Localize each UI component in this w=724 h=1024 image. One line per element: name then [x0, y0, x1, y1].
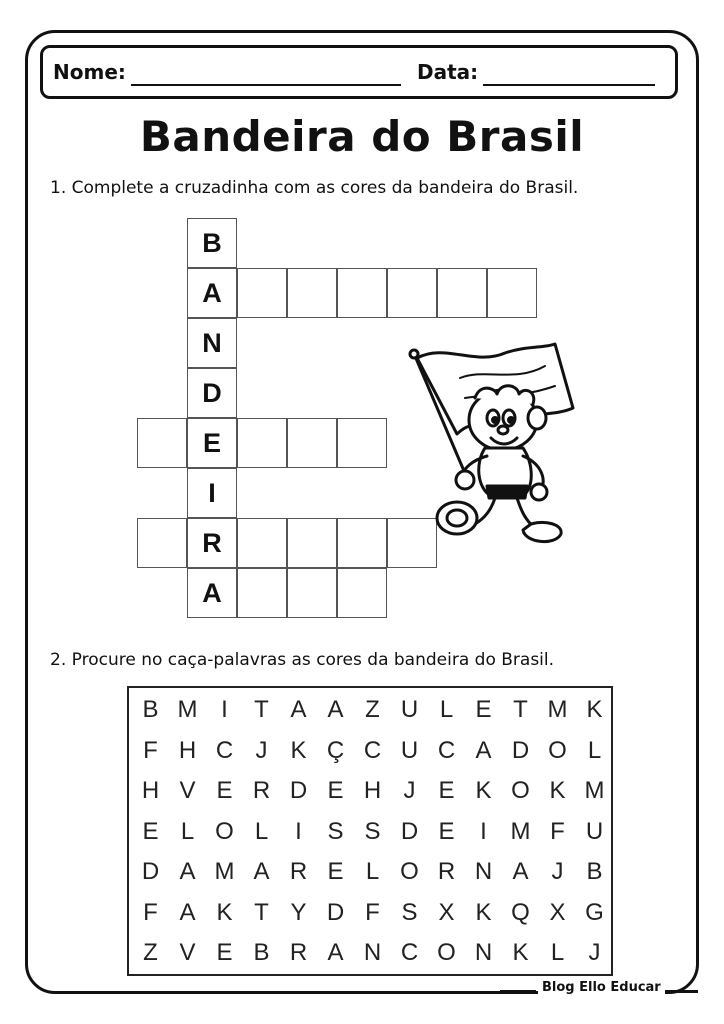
word-search-letter[interactable]: S	[364, 817, 381, 845]
word-search-letter[interactable]: E	[216, 777, 233, 804]
word-search-letter[interactable]: K	[290, 736, 307, 764]
crossword-blank-cell[interactable]	[337, 568, 387, 618]
crossword-blank-cell[interactable]	[287, 418, 337, 468]
word-search-letter[interactable]: X	[549, 898, 566, 926]
word-search-letter[interactable]: E	[327, 858, 344, 885]
word-search-letter[interactable]: A	[253, 858, 270, 885]
word-search-letter[interactable]: J	[588, 939, 601, 966]
word-search-letter[interactable]: Y	[290, 898, 307, 926]
word-search-letter[interactable]: R	[289, 939, 308, 966]
word-search-grid	[127, 686, 613, 976]
word-search-letter[interactable]: L	[254, 817, 269, 845]
word-search-letter[interactable]: F	[365, 898, 380, 926]
crossword-letter-cell: I	[187, 468, 237, 518]
word-search-letter[interactable]: A	[512, 858, 529, 885]
word-search-letter[interactable]: T	[254, 898, 269, 926]
word-search-letter[interactable]: I	[295, 817, 302, 845]
crossword-letter-cell: B	[187, 218, 237, 268]
word-search-letter[interactable]: A	[327, 939, 344, 966]
word-search-letter[interactable]: L	[180, 817, 195, 845]
word-search-letter[interactable]: A	[290, 696, 307, 723]
word-search-letter[interactable]: K	[586, 696, 603, 723]
word-search-letter[interactable]: I	[480, 817, 487, 845]
word-search-letter[interactable]: V	[179, 939, 196, 966]
word-search-letter[interactable]: M	[214, 858, 235, 885]
word-search-letter[interactable]: J	[255, 736, 268, 764]
word-search-letter[interactable]: C	[363, 736, 382, 764]
word-search-letter[interactable]: D	[511, 736, 530, 764]
word-search-letter[interactable]: U	[400, 736, 419, 764]
crossword-blank-cell[interactable]	[237, 268, 287, 318]
word-search-letter[interactable]: M	[177, 696, 198, 723]
page-title: Bandeira do Brasil	[139, 112, 585, 161]
crossword-blank-cell[interactable]	[337, 418, 387, 468]
word-search-letter[interactable]: S	[327, 817, 344, 845]
word-search-letter[interactable]: L	[550, 939, 565, 966]
word-search-letter[interactable]: R	[289, 858, 308, 885]
crossword-blank-cell[interactable]	[237, 568, 287, 618]
word-search-letter[interactable]: O	[548, 736, 567, 764]
word-search-letter[interactable]: G	[585, 898, 604, 926]
crossword-blank-cell[interactable]	[287, 568, 337, 618]
crossword-blank-cell[interactable]	[487, 268, 537, 318]
word-search-row	[129, 731, 611, 771]
word-search-letter[interactable]: K	[475, 898, 492, 926]
word-search-letter[interactable]: H	[141, 777, 160, 804]
word-search-letter[interactable]: A	[327, 696, 344, 723]
crossword-blank-cell[interactable]	[287, 268, 337, 318]
word-search-letter[interactable]: M	[510, 817, 531, 845]
child-with-flag-illustration	[405, 338, 590, 553]
word-search-letter[interactable]: O	[215, 817, 234, 845]
footer-credit: Blog Ello Educar	[538, 980, 665, 995]
word-search-letter[interactable]: K	[512, 939, 529, 966]
word-search-letter[interactable]: E	[475, 696, 492, 723]
word-search-letter[interactable]: U	[400, 696, 419, 723]
word-search-letter[interactable]: R	[437, 858, 456, 885]
date-label: Data:	[417, 60, 479, 84]
word-search-row	[129, 893, 611, 933]
crossword-blank-cell[interactable]	[237, 418, 287, 468]
word-search-letter[interactable]: Z	[365, 696, 380, 723]
exercise-1-instruction: 1. Complete a cruzadinha com as cores da bandeira do Brasil.	[50, 178, 579, 198]
word-search-letter[interactable]: D	[400, 817, 419, 845]
word-search-letter[interactable]: C	[215, 736, 234, 764]
word-search-letter[interactable]: B	[586, 858, 603, 885]
word-search-letter[interactable]: J	[551, 858, 564, 885]
crossword-blank-cell[interactable]	[137, 418, 187, 468]
name-field[interactable]	[131, 84, 401, 86]
word-search-row	[129, 812, 611, 852]
word-search-letter[interactable]: Ç	[326, 736, 345, 764]
word-search-letter[interactable]: L	[365, 858, 380, 885]
word-search-row	[129, 852, 611, 892]
word-search-letter[interactable]: R	[252, 777, 271, 804]
crossword-letter-cell: N	[187, 318, 237, 368]
crossword-blank-cell[interactable]	[337, 518, 387, 568]
word-search-letter[interactable]: F	[550, 817, 565, 845]
word-search-letter[interactable]: D	[141, 858, 160, 885]
word-search-letter[interactable]: Q	[511, 898, 530, 926]
crossword-letter-cell: E	[187, 418, 237, 468]
word-search-letter[interactable]: N	[474, 858, 493, 885]
word-search-letter[interactable]: J	[403, 777, 416, 804]
crossword-letter-cell: A	[187, 568, 237, 618]
crossword-blank-cell[interactable]	[437, 268, 487, 318]
word-search-letter[interactable]: B	[142, 696, 159, 723]
word-search-letter[interactable]: O	[437, 939, 456, 966]
word-search-letter[interactable]: X	[438, 898, 455, 926]
word-search-letter[interactable]: N	[474, 939, 493, 966]
word-search-letter[interactable]: D	[326, 898, 345, 926]
word-search-letter[interactable]: C	[437, 736, 456, 764]
word-search-letter[interactable]: E	[438, 777, 455, 804]
word-search-letter[interactable]: E	[438, 817, 455, 845]
name-date-box	[40, 45, 678, 99]
crossword-blank-cell[interactable]	[387, 268, 437, 318]
crossword-blank-cell[interactable]	[137, 518, 187, 568]
word-search-letter[interactable]: D	[289, 777, 308, 804]
word-search-letter[interactable]: K	[216, 898, 233, 926]
word-search-letter[interactable]: T	[513, 696, 528, 723]
word-search-letter[interactable]: O	[400, 858, 419, 885]
word-search-letter[interactable]: B	[253, 939, 270, 966]
word-search-letter[interactable]: V	[179, 777, 196, 804]
word-search-letter[interactable]: E	[216, 939, 233, 966]
word-search-row	[129, 690, 611, 730]
crossword-letter-cell: R	[187, 518, 237, 568]
crossword-blank-cell[interactable]	[287, 518, 337, 568]
name-label: Nome:	[53, 60, 126, 84]
word-search-letter[interactable]: L	[439, 696, 454, 723]
word-search-letter[interactable]: A	[179, 858, 196, 885]
word-search-row	[129, 771, 611, 811]
crossword-blank-cell[interactable]	[237, 518, 287, 568]
word-search-letter[interactable]: Z	[143, 939, 158, 966]
word-search-row	[129, 933, 611, 973]
footer-line-left	[500, 990, 536, 993]
word-search-letter[interactable]: E	[142, 817, 159, 845]
word-search-letter[interactable]: H	[363, 777, 382, 804]
crossword-letter-cell: A	[187, 268, 237, 318]
word-search-letter[interactable]: L	[587, 736, 602, 764]
word-search-letter[interactable]: N	[363, 939, 382, 966]
footer-line-right	[660, 990, 698, 993]
crossword-blank-cell[interactable]	[337, 268, 387, 318]
word-search-letter[interactable]: F	[143, 898, 158, 926]
word-search-letter[interactable]: A	[179, 898, 196, 926]
word-search-letter[interactable]: H	[178, 736, 197, 764]
word-search-letter[interactable]: A	[475, 736, 492, 764]
date-field[interactable]	[483, 84, 655, 86]
word-search-letter[interactable]: M	[584, 777, 605, 804]
word-search-letter[interactable]: O	[511, 777, 530, 804]
crossword-letter-cell: D	[187, 368, 237, 418]
word-search-letter[interactable]: U	[585, 817, 604, 845]
exercise-2-instruction: 2. Procure no caça-palavras as cores da bandeira do Brasil.	[50, 650, 555, 670]
word-search-letter[interactable]: E	[327, 777, 344, 804]
word-search-letter[interactable]: I	[221, 696, 228, 723]
word-search-letter[interactable]: M	[547, 696, 568, 723]
word-search-letter[interactable]: K	[549, 777, 566, 804]
word-search-letter[interactable]: K	[475, 777, 492, 804]
word-search-letter[interactable]: T	[254, 696, 269, 723]
word-search-letter[interactable]: F	[143, 736, 158, 764]
word-search-letter[interactable]: S	[401, 898, 418, 926]
word-search-letter[interactable]: C	[400, 939, 419, 966]
